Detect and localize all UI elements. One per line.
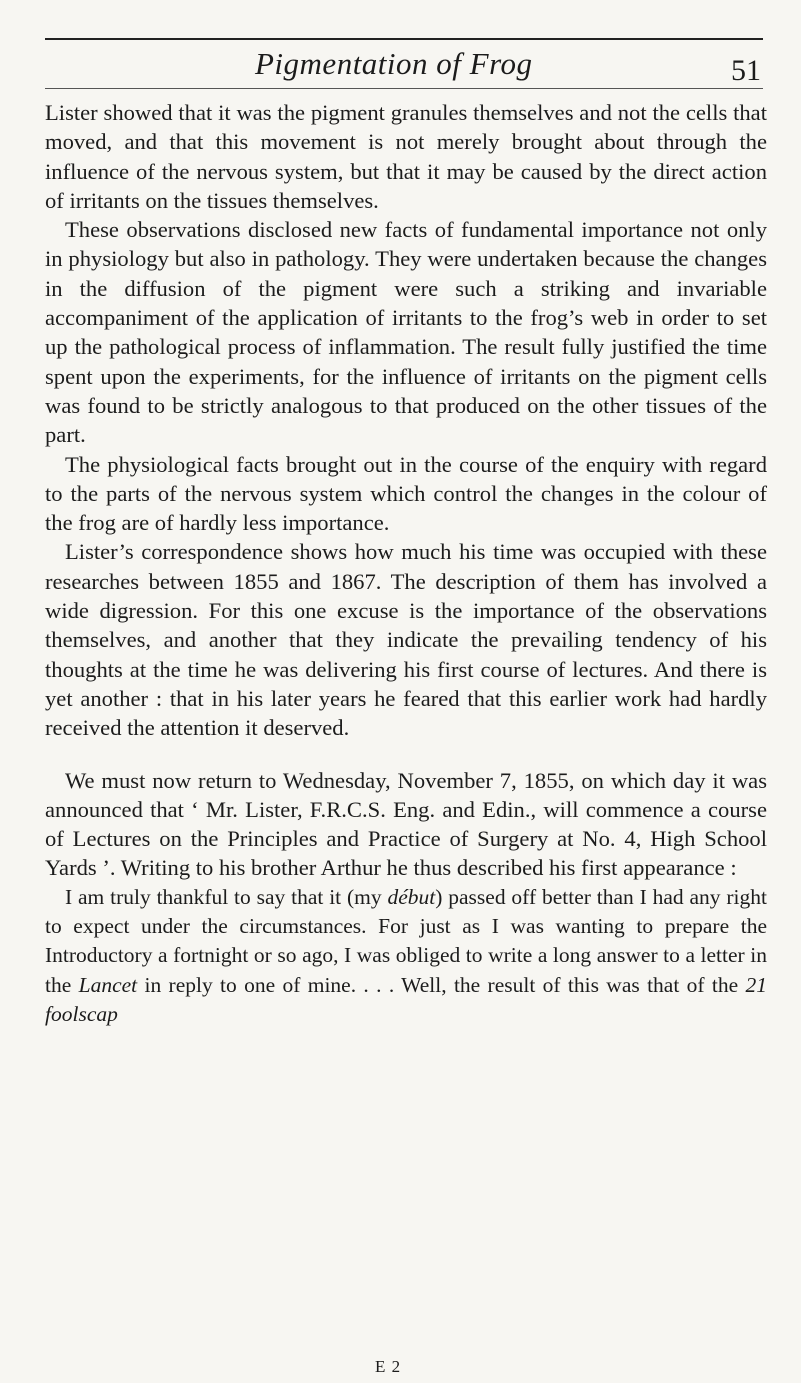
body-text bbox=[45, 98, 767, 1029]
running-title: Pigmentation of Frog bbox=[255, 46, 533, 81]
paragraph: Lister’s correspondence shows how much his time was occupied with these researches between 1855 and 1867. The description of them has involved a wide digression. For this one excuse is the importance of the observations themselves, and another that they indicate the prevailing tendency of his thoughts at the time he was delivering his first course of lectures. And there is yet another : that in his later years he feared that this earlier work had hardly received the attention it deserved. bbox=[45, 539, 767, 741]
quote-text: I am truly thankful to say that it (my bbox=[65, 884, 388, 909]
quote-italic-debut: début bbox=[387, 884, 436, 909]
header-rule-bottom bbox=[45, 88, 763, 89]
paragraph: The physiological facts brought out in the course of the enquiry with regard to the parts of the nervous system which control the changes in the colour of the frog are of hardly less importance. bbox=[45, 451, 767, 536]
quoted-letter bbox=[45, 883, 767, 1029]
quote-text: in reply to one of mine. . . . Well, the result of this was that of the bbox=[137, 972, 746, 997]
header-rule-top bbox=[45, 38, 763, 40]
paragraph: We must now return to Wednesday, November 7, 1855, on which day it was announced that ‘ Mr. Lister, F.R.C.S. Eng. and Edin., will commence a course of Lectures on the Principles and Practice of Surgery at No. 4, High School Yards ’. Writing to his brother Arthur he thus described his first appearance : bbox=[45, 767, 767, 881]
paragraph: Lister showed that it was the pigment granules themselves and not the cells that moved, and that this movement is not merely brought about through the influence of the nervous system, but that it may be caused by the direct action of irritants on the tissues themselves. bbox=[45, 100, 767, 213]
quote-text: ) passed off better than I had any right to expect under the circumstances. For just as I was wanting to prepare the Introductory a fortnight or so ago, I was obliged to write a long answer to a letter in the bbox=[45, 884, 767, 997]
signature-mark: E 2 bbox=[375, 1357, 402, 1376]
page-header bbox=[45, 44, 763, 94]
paragraph: These observations disclosed new facts of fundamental importance not only in physiology but also in pathology. They were undertaken because the changes in the diffusion of the pigment were such a striking and invariable accompaniment of the application of irritants to the frog’s web in order to set up the pathological process of inflammation. The result fully justified the time spent upon the experiments, for the influence of irritants on the pigment cells was found to be strictly analogous to that produced on the other tissues of the part. bbox=[45, 217, 767, 448]
quote-italic-foolscap: 21 foolscap bbox=[45, 972, 767, 1026]
page-number: 51 bbox=[731, 54, 761, 87]
quote-italic-lancet: Lancet bbox=[78, 972, 138, 997]
